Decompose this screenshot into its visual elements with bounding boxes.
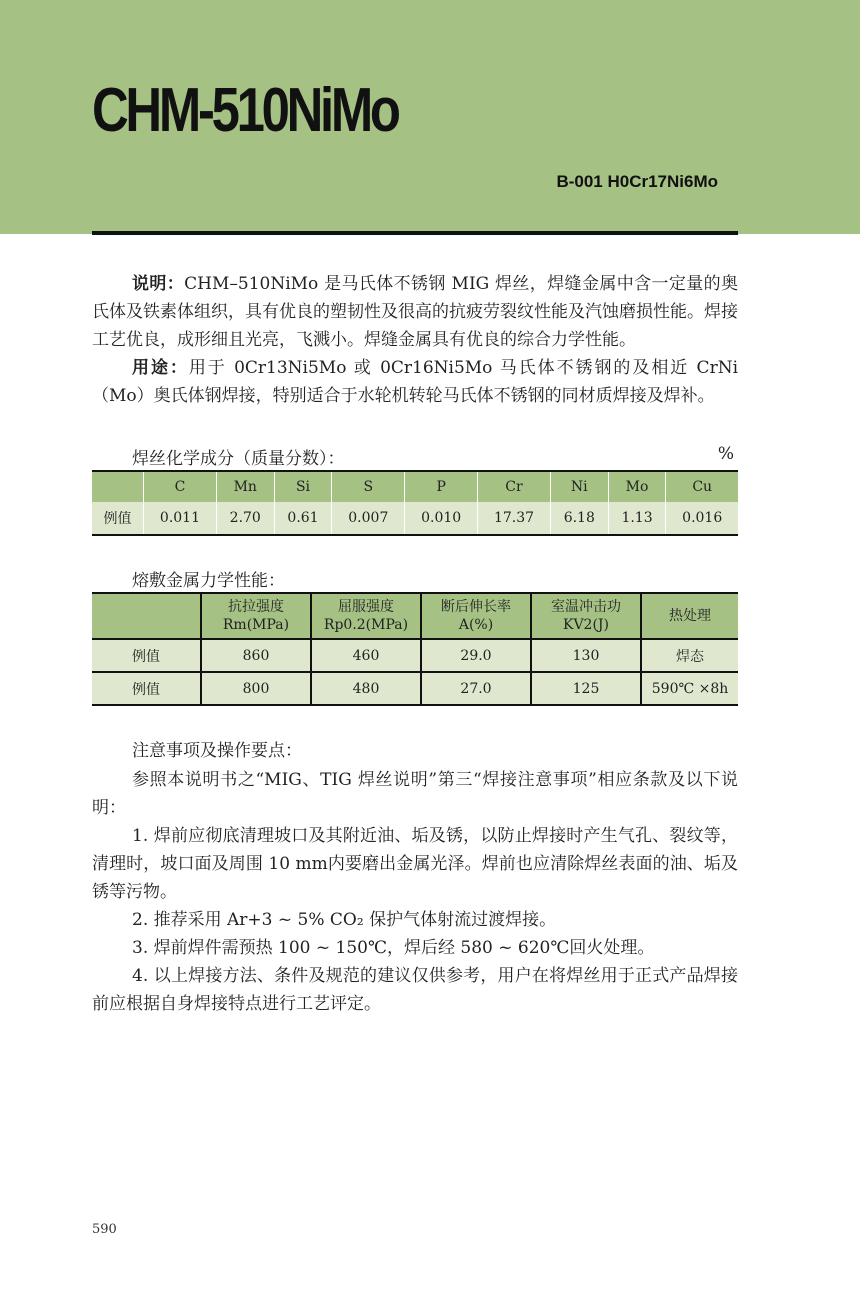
header-line: 热处理 [669, 608, 711, 624]
chem-heading [132, 444, 738, 470]
table-header-cell [92, 593, 201, 639]
table-cell: 例值 [92, 672, 201, 705]
table-cell: 125 [531, 672, 641, 705]
page-number: 590 [92, 1222, 117, 1237]
usage-paragraph [92, 354, 738, 410]
table-header-cell [201, 593, 311, 639]
table-header-cell: C [144, 471, 217, 502]
header-banner [0, 0, 860, 234]
table-header-cell: Ni [550, 471, 608, 502]
description-lead: 说明： [132, 274, 185, 294]
usage-lead: 用途： [132, 358, 189, 378]
mech-heading [132, 566, 738, 592]
usage-text: 用于 0Cr13Ni5Mo 或 0Cr16Ni5Mo 马氏体不锈钢的及相近 CrNi（Mo）奥氏体钢焊接，特别适合于水轮机转轮马氏体不锈钢的同材质焊接及焊补。 [92, 358, 739, 406]
notes-heading [132, 736, 738, 762]
table-cell: 2.70 [216, 502, 274, 535]
chem-heading-text: 焊丝化学成分（质量分数）： [132, 449, 345, 469]
table-header-row [92, 471, 738, 502]
table-cell: 17.37 [478, 502, 551, 535]
table-cell: 例值 [92, 639, 201, 672]
table-row [92, 672, 738, 705]
header-line: 屈服强度 [338, 599, 394, 615]
header-line: KV2(J) [562, 617, 609, 633]
mechanical-properties-table [92, 592, 738, 706]
table-cell: 29.0 [421, 639, 531, 672]
description-paragraph [92, 270, 738, 354]
table-cell: 480 [311, 672, 421, 705]
table-header-cell: Cr [478, 471, 551, 502]
table-row [92, 639, 738, 672]
table-cell: 1.13 [608, 502, 666, 535]
mech-heading-text: 熔敷金属力学性能： [132, 571, 285, 591]
table-cell: 27.0 [421, 672, 531, 705]
table-header-cell: Cu [666, 471, 738, 502]
table-cell: 0.016 [666, 502, 738, 535]
table-header-cell: P [405, 471, 478, 502]
table-header-cell: Mn [216, 471, 274, 502]
table-header-cell: Mo [608, 471, 666, 502]
table-cell: 860 [201, 639, 311, 672]
description-text: CHM–510NiMo 是马氏体不锈钢 MIG 焊丝，焊缝金属中含一定量的奥氏体及铁素体组织，具有优良的塑韧性及很高的抗疲劳裂纹性能及汽蚀磨损性能。焊接工艺优良，成形细且光亮，飞溅小。焊缝金属具有优良的综合力学性能。 [92, 274, 739, 350]
table-cell: 460 [311, 639, 421, 672]
header-line: 断后伸长率 [441, 599, 511, 615]
table-header-cell [641, 593, 738, 639]
table-header-row [92, 593, 738, 639]
table-cell: 590℃ ×8h [641, 672, 738, 705]
table-cell: 0.61 [274, 502, 332, 535]
list-item: 4. 以上焊接方法、条件及规范的建议仅供参考，用户在将焊丝用于正式产品焊接前应根据自身焊接特点进行工艺评定。 [92, 966, 738, 1014]
table-cell: 6.18 [550, 502, 608, 535]
header-line: A(%) [458, 617, 494, 633]
notes-heading-text: 注意事项及操作要点： [132, 741, 302, 761]
table-cell: 0.007 [332, 502, 405, 535]
table-cell: 130 [531, 639, 641, 672]
table-cell: 0.010 [405, 502, 478, 535]
product-code: B-001 H0Cr17Ni6Mo [556, 172, 718, 191]
notes-intro: 参照本说明书之“MIG、TIG 焊丝说明”第三“焊接注意事项”相应条款及以下说明： [92, 770, 738, 818]
list-item: 3. 焊前焊件需预热 100 ~ 150℃，焊后经 580 ~ 620℃回火处理。 [132, 938, 655, 958]
header-line: Rm(MPa) [222, 617, 290, 633]
table-header-cell: Si [274, 471, 332, 502]
table-header-cell: S [332, 471, 405, 502]
header-line: Rp0.2(MPa) [323, 617, 409, 633]
chemical-composition-table [92, 470, 738, 536]
header-line: 室温冲击功 [551, 599, 621, 615]
table-header-cell [531, 593, 641, 639]
table-header-cell [92, 471, 144, 502]
content [92, 270, 738, 1018]
table-cell: 焊态 [641, 639, 738, 672]
chem-unit: % [717, 444, 734, 464]
table-row [92, 502, 738, 535]
list-item: 2. 推荐采用 Ar+3 ~ 5% CO₂ 保护气体射流过渡焊接。 [132, 910, 557, 930]
header-rule [92, 231, 738, 235]
table-header-cell [421, 593, 531, 639]
list-item: 1. 焊前应彻底清理坡口及其附近油、垢及锈，以防止焊接时产生气孔、裂纹等，清理时，坡口面及周围 10 mm内要磨出金属光泽。焊前也应清除焊丝表面的油、垢及锈等污物。 [92, 826, 738, 902]
page-title: CHM-510NiMo [92, 76, 398, 145]
header-line: 抗拉强度 [228, 599, 284, 615]
table-cell: 例值 [92, 502, 144, 535]
table-header-cell [311, 593, 421, 639]
notes-list [92, 766, 738, 1018]
table-cell: 0.011 [144, 502, 217, 535]
table-cell: 800 [201, 672, 311, 705]
